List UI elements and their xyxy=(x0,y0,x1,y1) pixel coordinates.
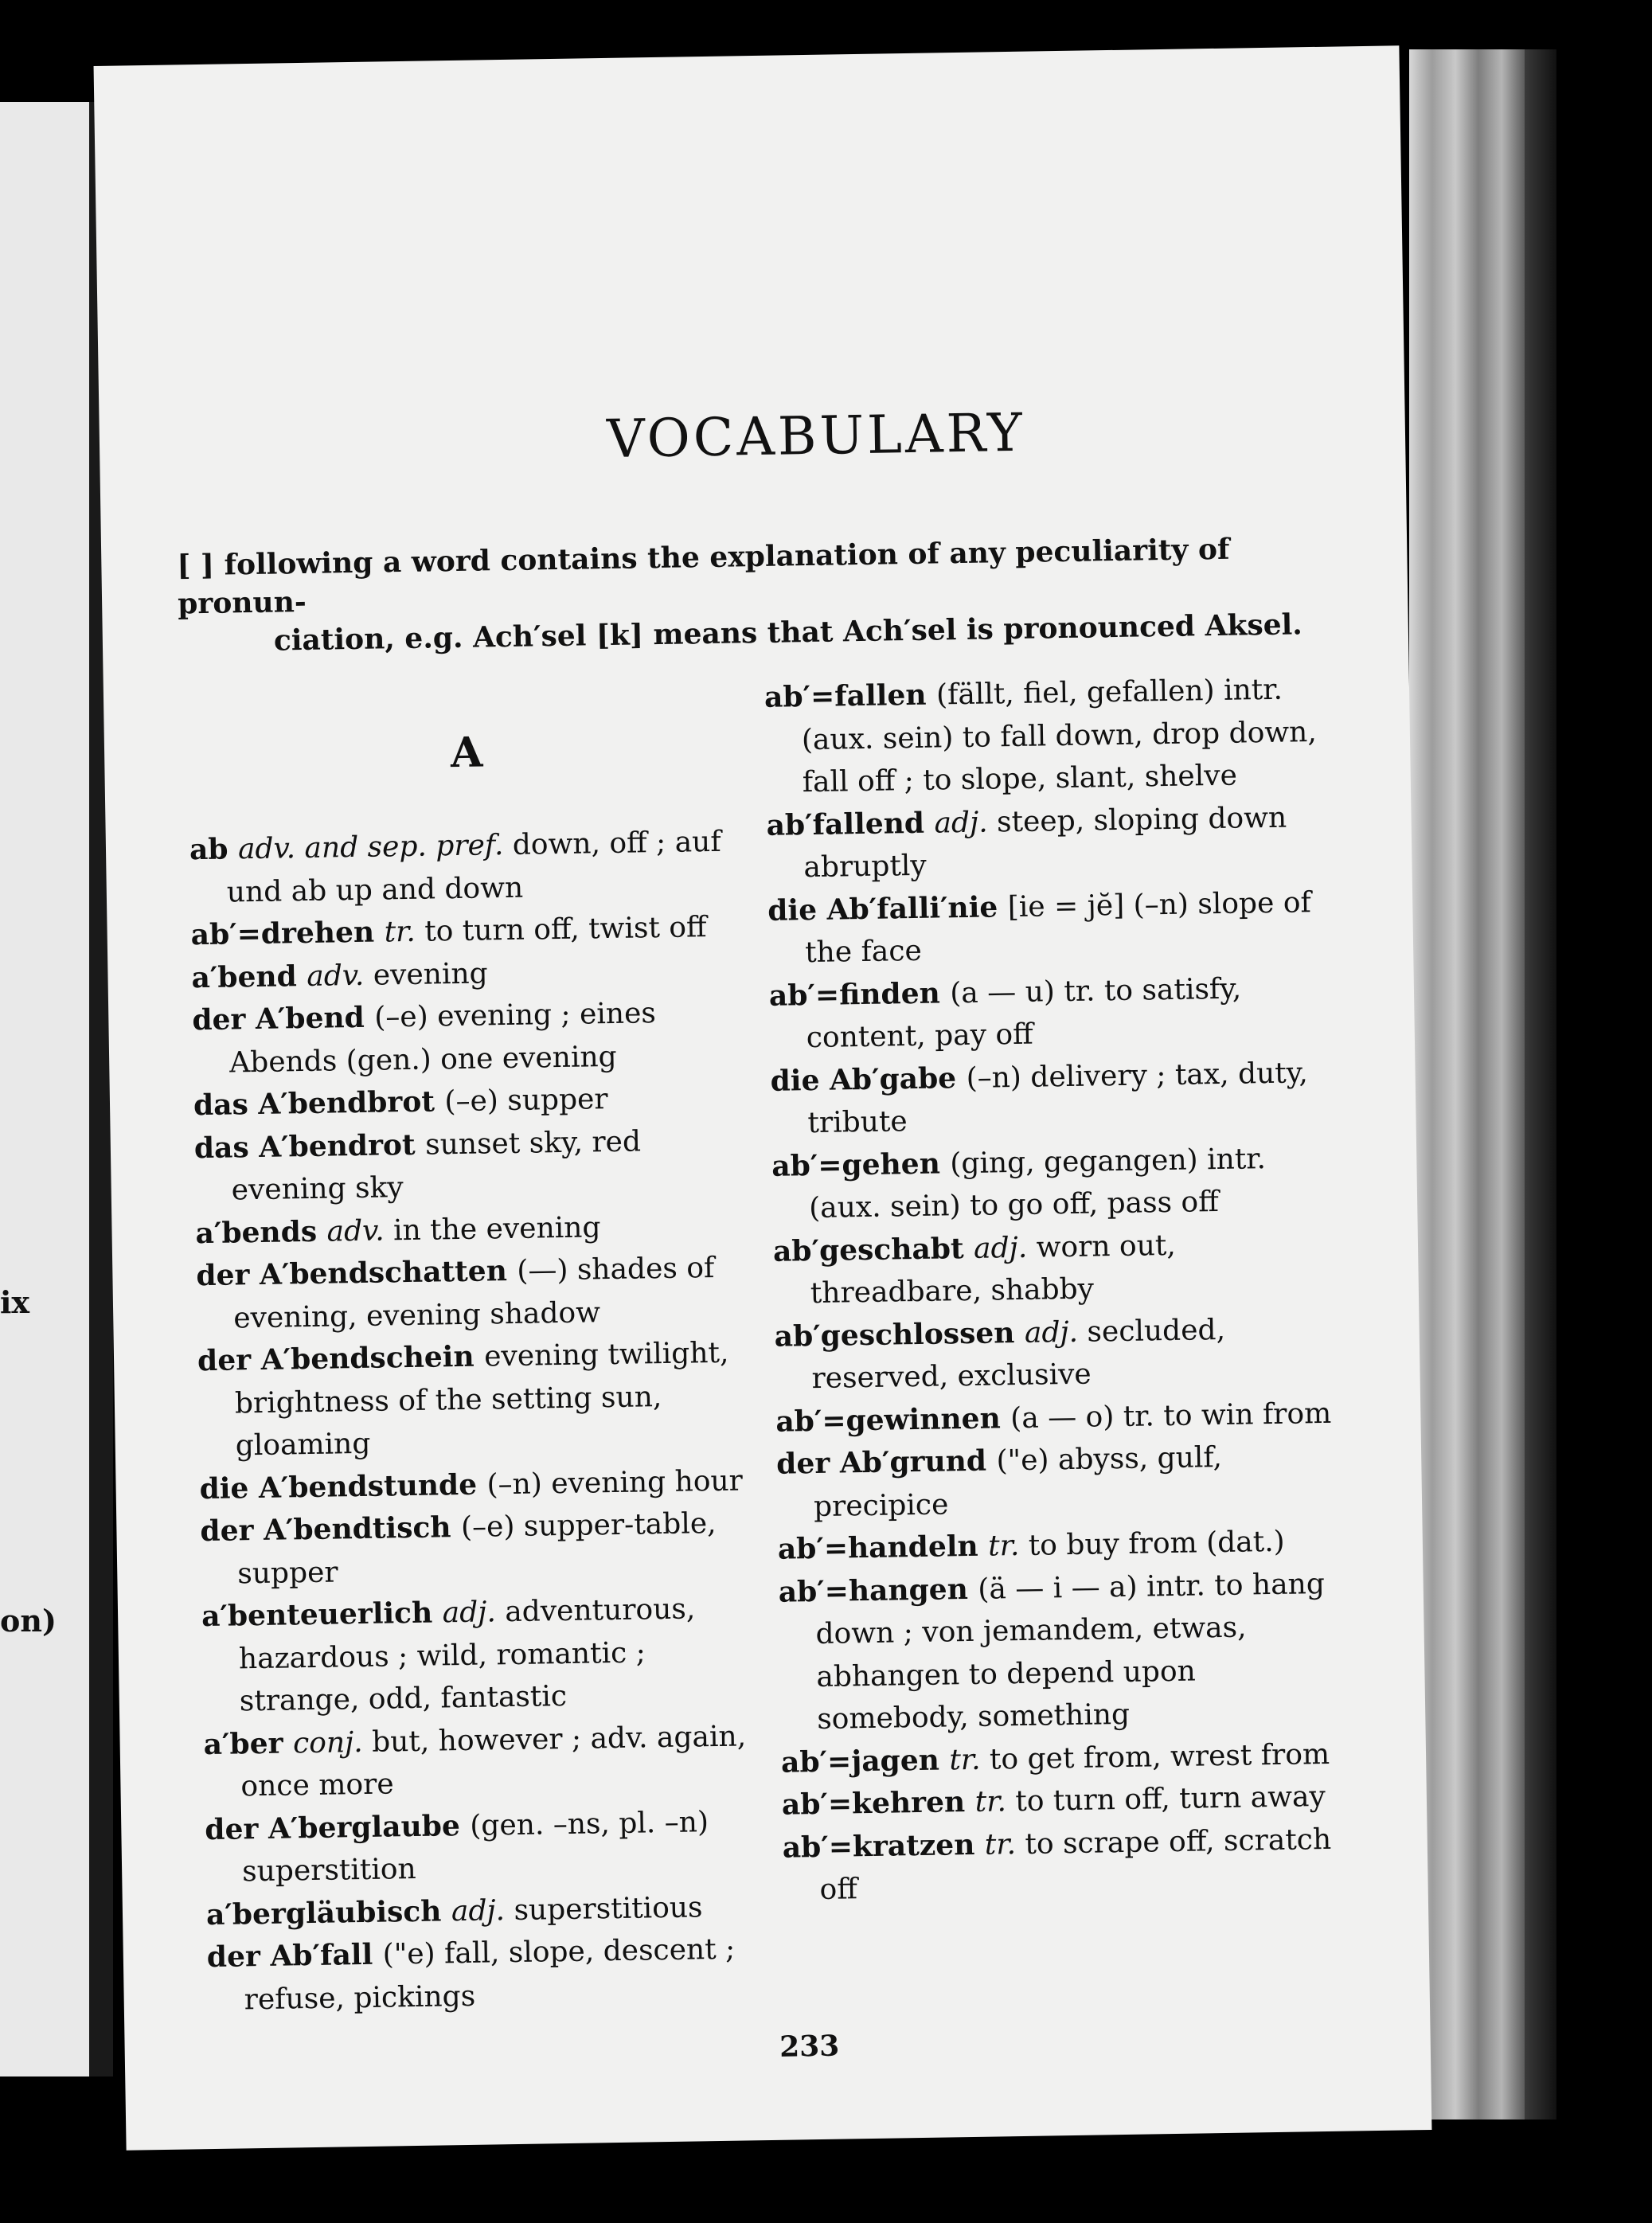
vocab-entry xyxy=(200,1502,759,1596)
margin-fragment-2: on) xyxy=(0,1603,57,1639)
vocab-entry xyxy=(770,1051,1329,1145)
headword: ab′=kratzen xyxy=(782,1827,986,1865)
vocab-entry xyxy=(201,1587,760,1723)
vocab-entry xyxy=(771,1136,1330,1230)
definition: (–n) evening hour xyxy=(486,1463,744,1501)
headword: ab′=drehen xyxy=(190,915,385,952)
definition: evening xyxy=(373,956,488,992)
headword: ab′=handeln xyxy=(777,1529,989,1566)
vocab-entry xyxy=(190,905,748,956)
headword: a′benteuerlich xyxy=(201,1596,443,1634)
definition: evening twilight, brightness of the setting sun, gloaming xyxy=(234,1336,729,1463)
headword: ab′geschlossen xyxy=(774,1315,1025,1354)
headword: ab′=gewinnen xyxy=(775,1401,1011,1439)
headword: der A′bendschatten xyxy=(196,1253,517,1293)
vocab-entry xyxy=(767,881,1326,975)
definition: (–n) delivery ; tax, duty, tribute xyxy=(807,1056,1309,1140)
vocab-entry xyxy=(764,668,1323,804)
section-letter: A xyxy=(450,728,483,778)
grammar-label: adv. and sep. pref. xyxy=(237,828,514,866)
vocab-entry xyxy=(193,1119,752,1213)
right-column xyxy=(764,668,1341,1912)
book-page xyxy=(94,45,1432,2150)
vocab-entry xyxy=(205,1800,764,1894)
note-line-1: [ ] following a word contains the explanation of any peculiarity of pronun- xyxy=(177,532,1230,621)
headword: der Ab′fall xyxy=(206,1937,384,1975)
vocab-entry xyxy=(197,1331,756,1467)
vocab-entry xyxy=(782,1818,1341,1912)
vocab-entry xyxy=(778,1562,1338,1741)
definition: adventurous, hazardous ; wild, romantic ; strange, odd, fantastic xyxy=(238,1592,696,1718)
definition: to scrape off, scratch off xyxy=(819,1823,1332,1906)
headword: der A′berglaube xyxy=(205,1808,471,1846)
headword: der A′bendtisch xyxy=(200,1510,462,1549)
definition: steep, sloping down abruptly xyxy=(803,801,1287,885)
headword: ab xyxy=(189,832,239,867)
grammar-label: tr. xyxy=(384,915,425,949)
grammar-label: adj. xyxy=(1024,1315,1088,1350)
margin-fragment-1: ix xyxy=(0,1284,30,1320)
definition: to get from, wrest from xyxy=(989,1737,1330,1776)
vocab-entry xyxy=(773,1221,1332,1315)
grammar-label: tr. xyxy=(987,1529,1029,1563)
headword: ab′=finden xyxy=(768,975,951,1013)
vocab-entry xyxy=(766,795,1325,889)
definition: in the evening xyxy=(392,1210,601,1247)
definition: ("e) abyss, gulf, precipice xyxy=(813,1440,1223,1523)
grammar-label: adj. xyxy=(934,805,998,840)
headword: ab′=hangen xyxy=(778,1572,978,1609)
definition: ("e) fall, slope, descent ; refuse, pickings xyxy=(244,1932,736,2016)
grammar-label: adj. xyxy=(973,1231,1037,1265)
headword: die A′bendstunde xyxy=(199,1467,487,1506)
headword: a′bend xyxy=(191,959,307,994)
headword: ab′geschabt xyxy=(772,1231,974,1268)
definition: (fällt, fiel, gefallen) intr. (aux. sein) to fall down, drop down, fall off ; to slope, slant, shelve xyxy=(801,673,1318,799)
definition: superstitious xyxy=(514,1890,703,1927)
definition: secluded, reserved, exclusive xyxy=(811,1313,1226,1396)
headword: die Ab′falli′nie xyxy=(767,889,1009,928)
definition: to turn off, turn away xyxy=(1014,1780,1326,1819)
headword: ab′=fallen xyxy=(764,678,937,714)
headword: das A′bendbrot xyxy=(193,1084,445,1123)
vocab-entry xyxy=(775,1392,1334,1443)
headword: ab′fallend xyxy=(766,806,935,842)
headword: der A′bendschein xyxy=(197,1339,485,1378)
vocab-entry xyxy=(774,1307,1333,1401)
headword: ab′=jagen xyxy=(780,1742,950,1780)
definition: (–e) supper-table, supper xyxy=(236,1506,717,1590)
grammar-label: adj. xyxy=(451,1893,514,1928)
headword: der Ab′grund xyxy=(775,1444,997,1481)
headword: ab′=kehren xyxy=(781,1784,976,1822)
definition: down, off ; auf und ab up and down xyxy=(226,825,721,909)
headword: der A′bend xyxy=(192,1000,375,1037)
grammar-label: adj. xyxy=(442,1596,506,1630)
grammar-label: tr. xyxy=(949,1743,990,1776)
definition: (ä — i — a) intr. to hang down ; von jemandem, etwas, abhangen to depend upon somebody, something xyxy=(815,1567,1326,1737)
definition: but, however ; adv. again, once more xyxy=(240,1719,747,1803)
headword: ab′=gehen xyxy=(771,1146,951,1183)
page-number: 233 xyxy=(779,2029,840,2064)
vocab-entry xyxy=(196,1246,755,1340)
definition: (gen. –ns, pl. –n) superstition xyxy=(241,1805,709,1889)
vocab-entry xyxy=(776,1435,1335,1529)
headword: das A′bendrot xyxy=(193,1127,426,1165)
definition: sunset sky, red evening sky xyxy=(231,1124,642,1207)
vocab-entry xyxy=(203,1715,762,1809)
page-title: VOCABULARY xyxy=(606,401,1026,470)
grammar-label: adv. xyxy=(326,1213,394,1248)
definition: (–e) evening ; eines Abends (gen.) one evening xyxy=(228,997,657,1080)
headword: a′bends xyxy=(195,1214,327,1250)
definition: (—) shades of evening, evening shadow xyxy=(232,1251,715,1334)
definition: (ging, gegangen) intr. (aux. sein) to go off, pass off xyxy=(808,1142,1267,1225)
headword: a′ber xyxy=(203,1725,294,1761)
vocab-entry xyxy=(769,966,1328,1060)
left-column xyxy=(187,677,765,2022)
definition: worn out, threadbare, shabby xyxy=(810,1229,1177,1311)
headword: a′bergläubisch xyxy=(205,1893,452,1932)
definition: to turn off, twist off xyxy=(424,911,707,948)
note-line-2: ciation, e.g. Ach′sel [k] means that Ach′sel is pronounced Aksel. xyxy=(273,608,1303,658)
definition: [ie = jĕ] (–n) slope of the face xyxy=(804,885,1312,970)
vocab-entry xyxy=(192,990,751,1084)
definition: (a — o) tr. to win from xyxy=(1010,1397,1332,1435)
definition: (a — u) tr. to satisfy, content, pay off xyxy=(806,972,1242,1055)
book-cover-edge xyxy=(1525,49,1556,2119)
definition: to buy from (dat.) xyxy=(1028,1525,1285,1562)
definition: (–e) supper xyxy=(444,1083,608,1119)
vocab-entry xyxy=(189,820,748,914)
pronunciation-note xyxy=(177,529,1309,661)
grammar-label: tr. xyxy=(974,1785,1016,1819)
grammar-label: tr. xyxy=(984,1827,1025,1862)
facing-page xyxy=(0,102,89,2076)
grammar-label: conj. xyxy=(292,1725,373,1760)
vocab-entry xyxy=(206,1928,765,2022)
headword: die Ab′gabe xyxy=(770,1061,967,1098)
grammar-label: adv. xyxy=(306,959,374,993)
